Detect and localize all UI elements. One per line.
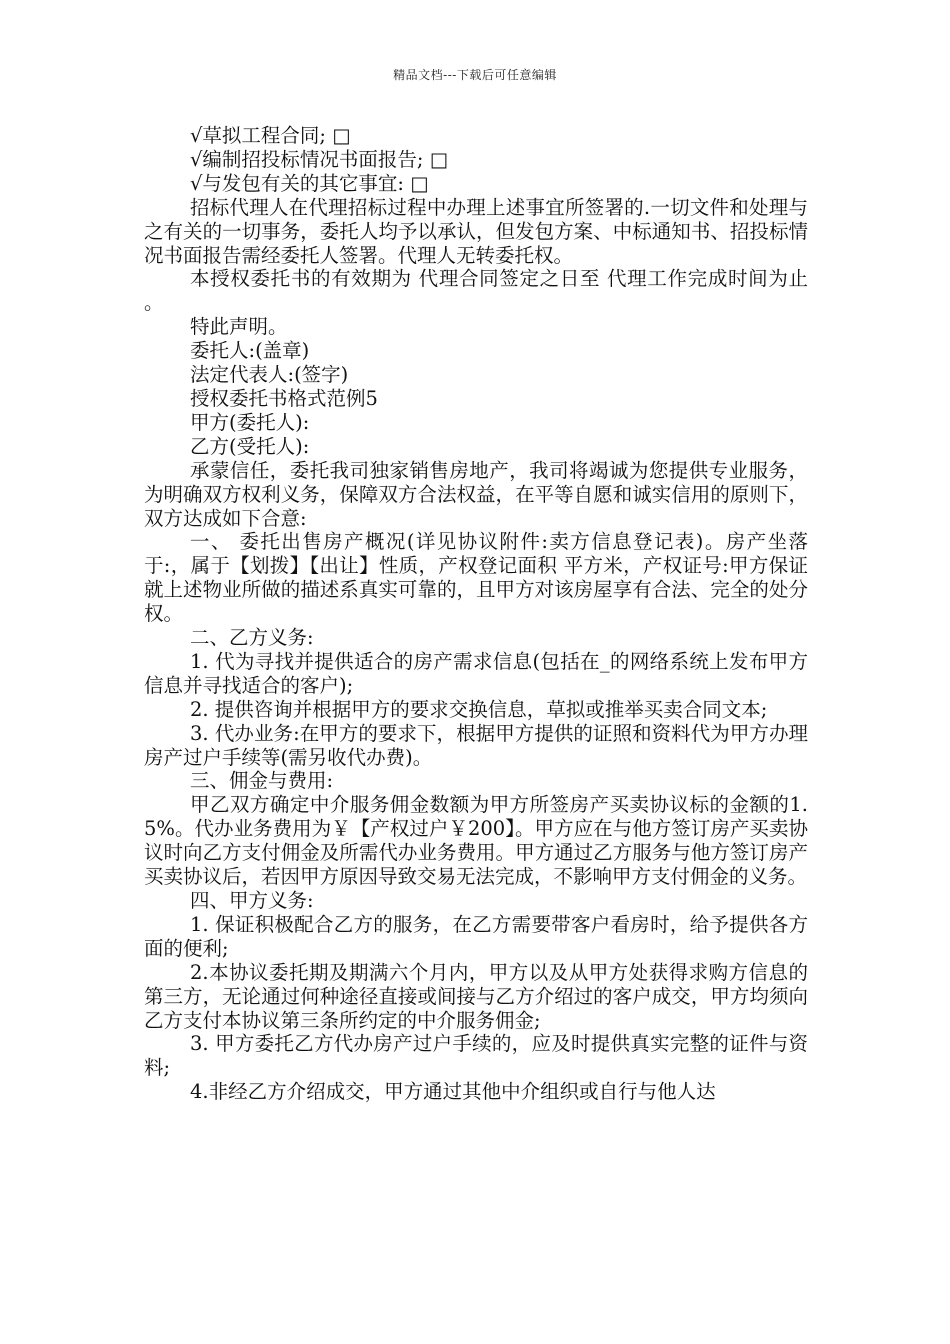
paragraph-agent-authority: 招标代理人在代理招标过程中办理上述事宜所签署的.一切文件和处理与之有关的一切事务，委托人均予以承认，但发包方案、中标通知书、招投标情况书面报告需经委托人签署。代理人无转委托权。 (144, 195, 808, 267)
paragraph-preamble: 承蒙信任，委托我司独家销售房地产，我司将竭诚为您提供专业服务，为明确双方权利义务，保障双方合法权益，在平等自愿和诚实信用的原则下，双方达成如下合意: (144, 458, 808, 530)
party-b-line: 乙方(受托人): (190, 434, 310, 458)
checklist-item-other-matters: √与发包有关的其它事宜: □ (190, 171, 429, 195)
clause-3-body: 甲乙双方确定中介服务佣金数额为甲方所签房产买卖协议标的金额的1.5%。代办业务费用为￥【产权过户￥200】。甲方应在与他方签订房产买卖协议时向乙方支付佣金及所需代办业务费用。甲方通过乙方服务与他方签订房产买卖协议后，若因甲方原因导致交易无法完成，不影响甲方支付佣金的义务。 (144, 793, 808, 889)
clause-4-item-2: 2.本协议委托期及期满六个月内，甲方以及从甲方处获得求购方信息的第三方，无论通过何种途径直接或间接与乙方介绍过的客户成交，甲方均须向乙方支付本协议第三条所约定的中介服务佣金; (144, 960, 808, 1032)
clause-2-heading: 二、乙方义务: (190, 626, 314, 650)
checklist-item-draft-contract: √草拟工程合同; □ (190, 124, 351, 147)
section-heading-template-5: 授权委托书格式范例5 (190, 386, 378, 410)
clause-2-item-1: 1. 代为寻找并提供适合的房产需求信息(包括在_的网络系统上发布甲方信息并寻找适合的客户); (144, 649, 808, 697)
checklist-item-bid-report: √编制招投标情况书面报告; □ (190, 147, 449, 171)
clause-4-item-4: 4.非经乙方介绍成交，甲方通过其他中介组织或自行与他人达 (190, 1080, 716, 1104)
document-body (144, 124, 808, 1104)
paragraph-validity-period: 本授权委托书的有效期为 代理合同签定之日至 代理工作完成时间为止 。 (144, 267, 808, 315)
clause-2-item-2: 2. 提供咨询并根据甲方的要求交换信息，草拟或推举买卖合同文本; (190, 697, 768, 721)
clause-4-heading: 四、甲方义务: (190, 889, 314, 912)
clause-1-property-overview: 一、 委托出售房产概况(详见协议附件:卖方信息登记表)。房产坐落于:，属于【划拨】【出让】性质，产权登记面积 平方米，产权证号:甲方保证就上述物业所做的描述系真实可靠的，且甲方对该房屋享有合法、完全的处分权。 (144, 530, 808, 626)
party-a-line: 甲方(委托人): (190, 410, 310, 434)
signature-line-legal-rep: 法定代表人:(签字) (190, 363, 349, 387)
clause-3-heading: 三、佣金与费用: (190, 769, 334, 793)
paragraph-declaration: 特此声明。 (190, 315, 288, 339)
signature-line-principal: 委托人:(盖章) (190, 339, 310, 363)
clause-4-item-3: 3. 甲方委托乙方代办房产过户手续的，应及时提供真实完整的证件与资料; (144, 1032, 808, 1080)
page-header: 精品文档---下载后可任意编辑 (393, 68, 557, 82)
clause-4-item-1: 1. 保证积极配合乙方的服务，在乙方需要带客户看房时，给予提供各方面的便利; (144, 912, 808, 960)
clause-2-item-3: 3. 代办业务:在甲方的要求下，根据甲方提供的证照和资料代为甲方办理房产过户手续等(需另收代办费)。 (144, 721, 808, 769)
